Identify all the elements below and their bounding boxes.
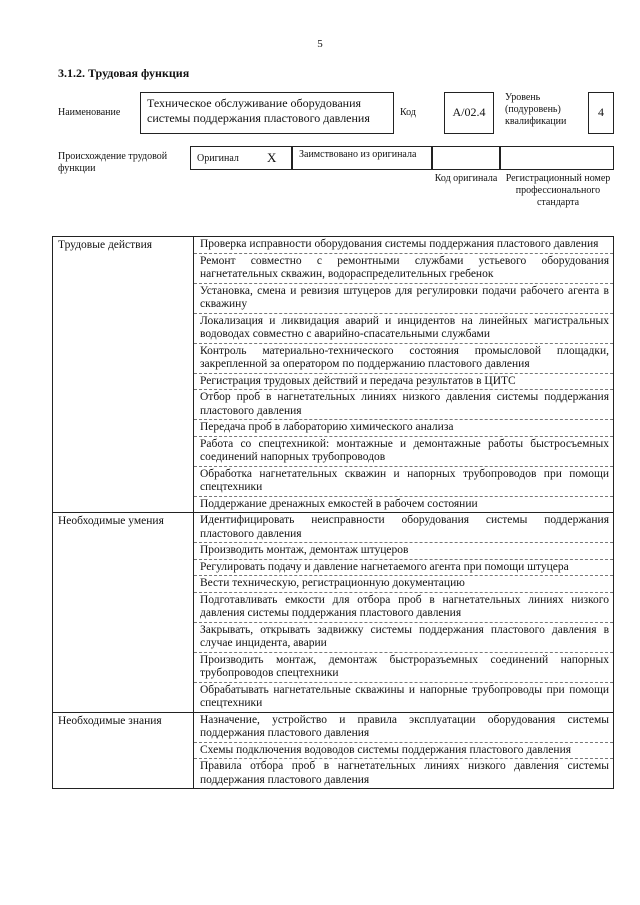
list-item: Вести техническую, регистрационную документацию — [194, 576, 613, 593]
section-items — [194, 237, 614, 513]
list-item: Локализация и ликвидация аварий и инцидентов на линейных магистральных водоводах совместно с аварийно-спасательными службами — [194, 314, 613, 344]
reg-number-cell — [500, 146, 614, 170]
section-row — [53, 513, 614, 713]
level-value: 4 — [588, 92, 614, 134]
list-item: Отбор проб в нагнетательных линиях низкого давления системы поддержания пластового давления — [194, 390, 613, 420]
reg-number-label: Регистрационный номер профессионального стандарта — [505, 173, 611, 208]
list-item: Схемы подключения водоводов системы поддержания пластового давления — [194, 743, 613, 760]
original-cell — [190, 146, 292, 170]
list-item: Проверка исправности оборудования системы поддержания пластового давления — [194, 237, 613, 254]
list-item: Установка, смена и ревизия штуцеров для регулировки подачи рабочего агента в скважину — [194, 284, 613, 314]
function-table — [52, 236, 614, 789]
origin-label: Происхождение трудовой функции — [58, 151, 168, 174]
list-item: Регистрация трудовых действий и передача результатов в ЦИТС — [194, 374, 613, 391]
original-mark: X — [267, 150, 277, 165]
borrowed-cell — [292, 146, 432, 170]
name-label: Наименование — [58, 107, 121, 118]
list-item: Ремонт совместно с ремонтными службами устьевого оборудования нагнетательных скважин, водораспределительных гребенок — [194, 254, 613, 284]
list-item: Передача проб в лабораторию химического анализа — [194, 420, 613, 437]
list-item: Идентифицировать неисправности оборудования системы поддержания пластового давления — [194, 513, 613, 543]
section-items — [194, 712, 614, 789]
list-item: Закрывать, открывать задвижку системы поддержания пластового давления в случае инцидента, аварии — [194, 623, 613, 653]
list-item: Производить монтаж, демонтаж штуцеров — [194, 543, 613, 560]
level-label: Уровень (подуровень) квалификации — [505, 92, 567, 127]
section-row — [53, 237, 614, 513]
section-title: 3.1.2. Трудовая функция — [58, 66, 190, 80]
code-value: A/02.4 — [444, 92, 494, 134]
list-item: Обрабатывать нагнетательные скважины и напорные трубопроводы при помощи спецтехники — [200, 683, 609, 709]
original-label: Оригинал — [197, 153, 239, 164]
section-title: Необходимые знания — [53, 712, 194, 789]
code-original-label: Код оригинала — [434, 173, 498, 184]
code-label: Код — [400, 107, 416, 118]
code-original-cell — [432, 146, 500, 170]
section-title: Трудовые действия — [53, 237, 194, 513]
function-name-value: Техническое обслуживание оборудования системы поддержания пластового давления — [140, 92, 394, 134]
page-number: 5 — [317, 38, 323, 50]
section-title: Необходимые умения — [53, 513, 194, 713]
origin-row — [190, 146, 614, 170]
list-item: Обработка нагнетательных скважин и напорных трубопроводов при помощи спецтехники — [194, 467, 613, 497]
list-item: Контроль материально-технического состояния промысловой площадки, закрепленной за оператором по поддержанию пластового давления — [194, 344, 613, 374]
list-item: Назначение, устройство и правила эксплуатации оборудования системы поддержания пластового давления — [194, 713, 613, 743]
list-item: Производить монтаж, демонтаж быстроразъемных соединений напорных трубопроводов спецтехники — [194, 653, 613, 683]
list-item: Поддержание дренажных емкостей в рабочем состоянии — [200, 497, 478, 510]
list-item: Подготавливать емкости для отбора проб в нагнетательных линиях низкого давления системы поддержания пластового давления — [194, 593, 613, 623]
section-items — [194, 513, 614, 713]
section-row — [53, 712, 614, 789]
list-item: Регулировать подачу и давление нагнетаемого агента при помощи штуцера — [194, 560, 613, 577]
list-item: Правила отбора проб в нагнетательных линиях низкого давления системы поддержания пластового давления — [200, 760, 609, 786]
list-item: Работа со спецтехникой: монтажные и демонтажные работы быстросъемных соединений напорных трубопроводов — [194, 437, 613, 467]
borrowed-label: Заимствовано из оригинала — [299, 149, 417, 160]
